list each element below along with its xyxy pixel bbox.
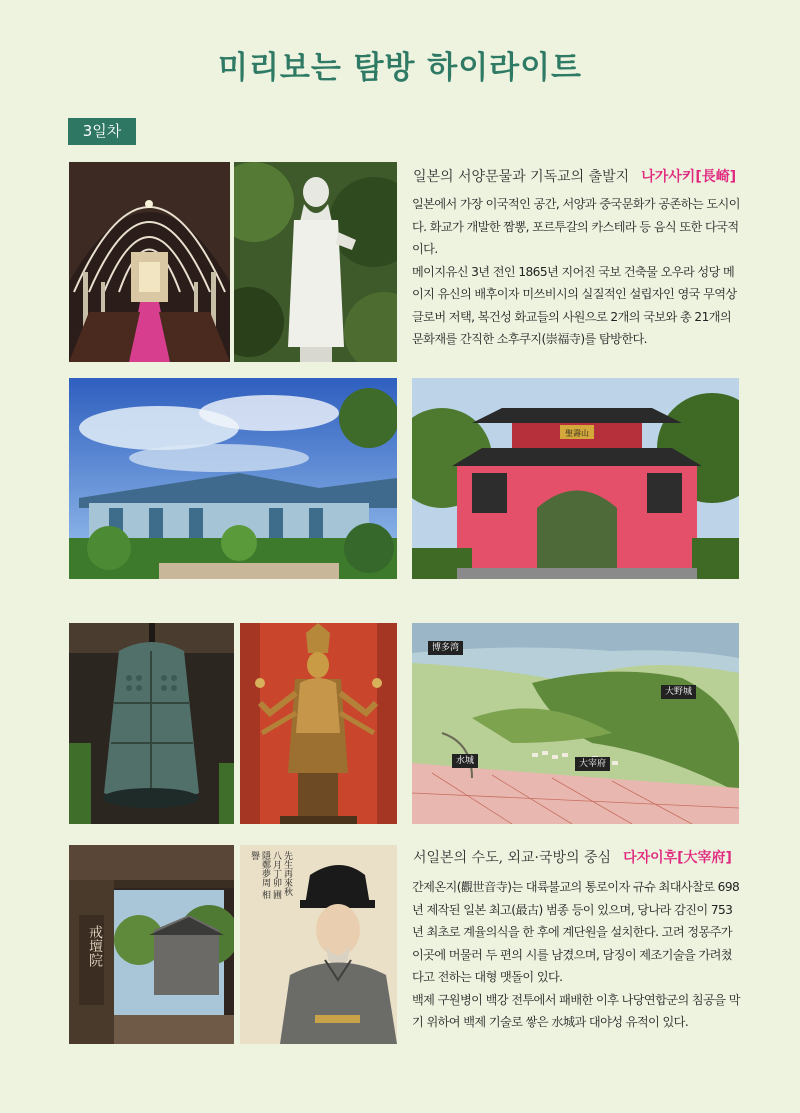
nagasaki-paragraph-1: 일본에서 가장 이국적인 공간, 서양과 중국문화가 공존하는 도시이다. 화교가 개발한 짬뽕, 포르투갈의 카스테라 등 음식 또한 다국적이다. [412, 197, 740, 256]
day-badge: 3일차 [68, 118, 136, 145]
nagasaki-place: 나가사키[長崎] [641, 169, 737, 185]
buddha-statue-photo [240, 623, 397, 824]
map-label-hakata: 博多湾 [428, 641, 463, 655]
nagasaki-heading [413, 166, 736, 186]
portrait-painting [240, 845, 397, 1044]
page-title: 미리보는 탐방 하이라이트 [218, 50, 582, 86]
dazaifu-map-illustration [412, 623, 739, 824]
nagasaki-heading-text: 일본의 서양문물과 기독교의 출발지 [413, 169, 630, 185]
dazaifu-description [412, 876, 742, 1034]
portrait-inscription: 先生再來秋八月丁卯 圃隱鄭夢周 相譽 [249, 851, 292, 899]
kaidanin-gate-photo [69, 845, 234, 1044]
nagasaki-description [412, 193, 742, 351]
dazaifu-place: 다자이후[大宰府] [623, 850, 732, 866]
dazaifu-paragraph-1: 간제온지(觀世音寺)는 대륙불교의 통로이자 규슈 최대사찰로 698년 제작된 일본 최고(最古) 범종 등이 있으며, 당나라 감진이 753년 최초로 계율의식을 한 후에 계단원을 설치한다. 고려 정몽주가 이곳에 머물러 두 편의 시를 남겼으며, 담징이 제조기술을 가려쳤다고 전하는 대형 맷돌이 있다. [412, 880, 740, 984]
statue-photo [234, 162, 397, 362]
dazaifu-paragraph-2: 백제 구원병이 백강 전투에서 패배한 이후 나당연합군의 침공을 막기 위하여 백제 기술로 쌓은 水城과 대야성 유적이 있다. [412, 992, 740, 1029]
dazaifu-heading [413, 847, 732, 867]
glover-house-photo [69, 378, 397, 579]
dazaifu-heading-text: 서일본의 수도, 외교·국방의 중심 [413, 850, 612, 866]
kaidanin-sign: 戒壇院 [87, 925, 103, 967]
sofukuji-gate-photo [412, 378, 739, 579]
temple-plaque: 聖壽山 [565, 429, 589, 438]
temple-bell-photo [69, 623, 234, 824]
nagasaki-paragraph-2: 메이지유신 3년 전인 1865년 지어진 국보 건축물 오우라 성당 메이지 유신의 배후이자 미쓰비시의 실질적인 설립자인 영국 무역상 글로버 저택, 복건성 화교들의 사원으로 2개의 국보와 총 21개의 문화재를 간직한 소후쿠지(崇福寺)를 탐방한다. [412, 264, 737, 346]
map-label-dazaifu: 大宰府 [575, 757, 610, 771]
map-label-mizuki: 水城 [452, 754, 478, 768]
map-label-ono: 大野城 [661, 685, 696, 699]
church-interior-photo [69, 162, 230, 362]
